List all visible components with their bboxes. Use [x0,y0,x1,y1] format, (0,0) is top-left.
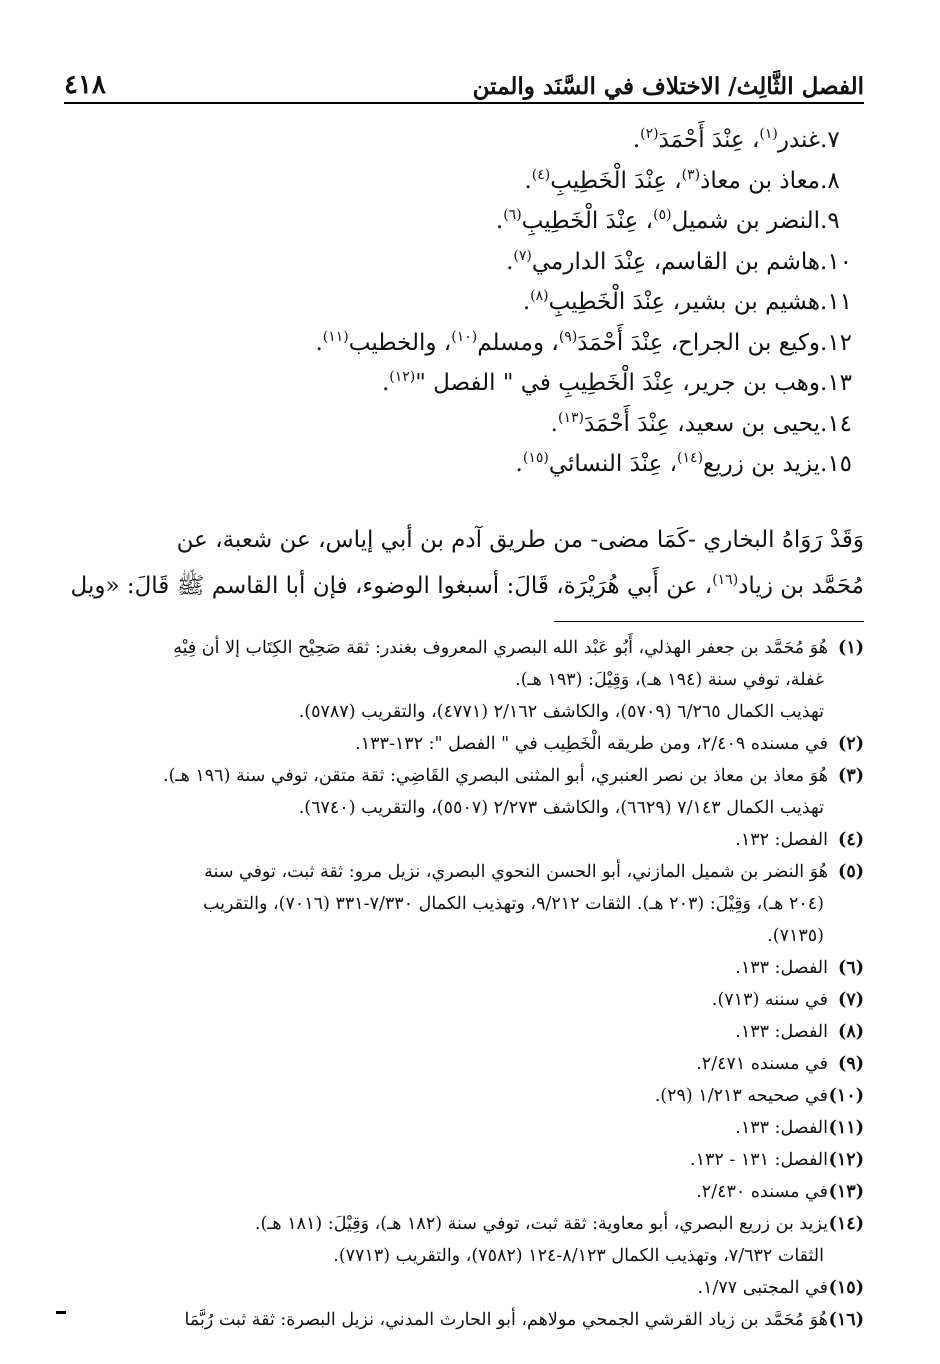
body-paragraph [64,520,864,606]
footnote [64,1176,864,1208]
footnote-number: (١٦) [828,1310,864,1330]
footnote-text: هُوَ مُحَمَّد بن زياد القرشي الجمحي مولاهم، أبو الحارث المدني، نزيل البصرة: ثقة ثبت رُبَّمَا [184,1310,828,1330]
footnote-ref: (١٠) [451,328,478,345]
narrator-text: هاشم بن القاسم، عِنْدَ الدارمي [531,248,820,275]
chapter-title: الفصل الثَّالِث/ الاختلاف في السَّنَد والمتن [472,73,864,100]
narrator-text: ، ومسلم [477,329,559,356]
narrator-number: ٩. [820,208,840,234]
footnote-number: (٤) [838,830,864,850]
footnote-text: في صحيحه ١/٢١٣ (٢٩). [654,1086,828,1106]
narrator-number: ١٣. [820,370,853,396]
narrator-item [64,357,864,398]
footnote-ref: (٢) [640,126,659,142]
footnote-text: تهذيب الكمال ٦/٢٦٥ (٥٧٠٩)، والكاشف ٢/١٦٢ (٤٧٧١)، والتقريب (٥٧٨٧). [298,702,824,722]
footnote [64,728,864,760]
narrator-text: . [315,329,323,356]
footnote-number: (٦) [838,958,864,978]
narrator-number: ١٠. [820,248,853,275]
footnote-ref: (٧) [513,247,532,264]
footnote-ref: (١٤) [677,450,704,466]
narrator-text: ، عِنْدَ الْخَطِيبِ [550,167,682,194]
narrator-text: . [522,289,531,315]
footnote-number: (١٢) [828,1150,864,1170]
footnote [64,1272,864,1304]
footnote [64,760,864,824]
narrator-text: وكيع بن الجراح، عِنْدَ أَحْمَدَ [577,329,820,356]
narrator-item [64,236,864,277]
narrator-number: ١٤. [820,410,853,437]
footnote [64,856,864,952]
narrator-text: ، عِنْدَ الْخَطِيبِ [521,208,654,234]
body-line-2-end: ، عن أَبي هُرَيْرَة، قَالَ: أسبغوا الوضوء، فإن أبا القاسم ﷺ قَالَ: «ويل [70,573,713,599]
footnote [64,1304,864,1336]
footnote [64,1144,864,1176]
narrator-text: . [506,248,514,275]
footnote-ref: (٩) [558,328,578,345]
footnote-text: (٢٠٤ هـ)، وَقِيْلَ: (٢٠٣ هـ). الثقات ٩/٢١٢، وتهذيب الكمال ٧/٣٣٠-٣٣١ (٧٠١٦)، والتقريب [202,894,824,914]
footnote-text: هُوَ النضر بن شميل المازني، أبو الحسن النحوي البصري، نزيل مرو: ثقة ثبت، توفي سنة [204,862,828,882]
footnote-text: يزيد بن زريع البصري، أبو معاوية: ثقة ثبت، توفي سنة (١٨٢ هـ)، وَقِيْلَ: (١٨١ هـ). [254,1214,828,1234]
footnote [64,984,864,1016]
body-line-1: وَقَدْ رَوَاهُ البخاري -كَمَا مضى- من طريق آدم بن أبي إياس، عن شعبة، عن [176,527,864,553]
footnote-text: في سننه (٧١٣). [711,990,828,1010]
narrator-text: يحيى بن سعيد، عِنْدَ أَحْمَدَ [583,410,820,437]
narrator-text: النضر بن شميل [671,208,820,234]
footnote-ref: (٥) [653,207,672,223]
footnote-text: هُوَ مُحَمَّد بن جعفر الهذلي، أَبُو عَبْد الله البصري المعروف بغندر: ثقة صَحِيْح الكِتَاب إلا أن فِيْهِ [173,638,828,658]
footnote-number: (١) [838,638,864,658]
narrator-text: . [495,208,504,234]
footnote [64,1016,864,1048]
narrator-text: غندر [777,127,820,153]
narrator-item [64,317,864,358]
narrator-item [64,398,864,439]
footnote [64,632,864,728]
footnote-number: (١٥) [828,1278,864,1298]
narrator-number: ٨. [820,167,840,194]
narrator-number: ١٢. [820,329,853,356]
footnote-ref: (١٥) [522,450,549,466]
continuation-dash [56,1311,66,1314]
footnote [64,1048,864,1080]
footnote-text: في مسنده ٢/٤٧١. [696,1054,828,1074]
narrator-text: معاذ بن معاذ [700,167,820,194]
narrator-item [64,276,864,317]
footnote-ref: (١٦) [712,572,739,588]
footnote-ref: (١٣) [557,409,584,426]
narrator-text: . [550,410,558,437]
footnote-text: (٧١٣٥). [767,926,824,946]
body-line-2 [64,560,864,606]
footnote-number: (١٣) [828,1182,864,1202]
footnote-number: (٢) [838,734,864,754]
footnote-text: الفصل: ١٣٢. [735,830,828,850]
footnote-ref: (١٢) [389,369,416,385]
footnote-text: تهذيب الكمال ٧/١٤٣ (٦٦٢٩)، والكاشف ٢/٢٧٣ (٥٥٠٧)، والتقريب (٦٧٤٠). [298,798,824,818]
footnote-number: (١٠) [828,1086,864,1106]
narrator-list [64,114,864,479]
narrator-text: هشيم بن بشير، عِنْدَ الْخَطِيبِ [548,289,820,315]
footnote [64,1080,864,1112]
narrator-number: ١١. [820,289,853,315]
footnote-separator [554,621,864,622]
narrator-text: ، عِنْدَ أَحْمَدَ [658,127,760,153]
body-line-2-start: مُحَمَّد بن زياد [738,573,864,599]
footnote-ref: (١) [759,126,778,142]
narrator-item [64,114,864,155]
running-head [64,60,864,104]
footnote-number: (٣) [838,766,864,786]
narrator-text: ، والخطيب [348,329,452,356]
footnote-number: (٨) [838,1022,864,1042]
footnote-ref: (٦) [503,207,522,223]
footnote-list [64,632,864,1336]
footnote-ref: (٤) [531,166,551,183]
narrator-text: . [632,127,641,153]
narrator-item [64,438,864,479]
footnote-number: (٥) [838,862,864,882]
footnote-text: في مسنده ٢/٤٣٠. [696,1182,828,1202]
footnote-text: الثقات ٧/٦٣٢، وتهذيب الكمال ٨/١٢٣-١٢٤ (٧٥٨٢)، والتقريب (٧٧١٣). [333,1246,824,1266]
page-number: ٤١٨ [64,70,106,100]
footnote-text: غفلة، توفي سنة (١٩٤ هـ)، وَقِيْلَ: (١٩٣ هـ). [515,670,824,690]
footnote-number: (٧) [838,990,864,1010]
footnote-ref: (٨) [530,288,549,304]
footnote [64,1208,864,1272]
narrator-text: . [515,451,523,477]
footnote-ref: (٣) [681,166,701,183]
narrator-text: يزيد بن زريع [703,451,820,477]
narrator-text: وهب بن جرير، عِنْدَ الْخَطِيبِ في " الفصل " [415,370,820,396]
footnote-number: (٩) [838,1054,864,1074]
footnote [64,1112,864,1144]
book-page [64,50,864,1340]
footnote [64,824,864,856]
narrator-text: ، عِنْدَ النسائي [548,451,678,477]
footnote-text: الفصل: ١٣١ - ١٣٢. [690,1150,828,1170]
footnote-text: الفصل: ١٣٣. [735,1118,828,1138]
narrator-number: ١٥. [820,451,853,477]
footnote-text: الفصل: ١٣٣. [735,958,828,978]
footnote-text: الفصل: ١٣٣. [735,1022,828,1042]
narrator-item [64,195,864,236]
footnote-number: (١١) [828,1118,864,1138]
narrator-text: . [524,167,532,194]
footnote-ref: (١١) [322,328,349,345]
narrator-number: ٧. [820,127,840,153]
footnote-text: في مسنده ٢/٤٠٩، ومن طريقه الْخَطِيب في " الفصل ": ١٣٢-١٣٣. [355,734,828,754]
footnote-number: (١٤) [828,1214,864,1234]
footnote-text: في المجتبى ١/٧٧. [697,1278,828,1298]
narrator-item [64,155,864,196]
footnote [64,952,864,984]
narrator-text: . [381,370,390,396]
footnote-text: هُوَ معاذ بن معاذ بن نصر العنبري، أبو المثنى البصري القَاضِي: ثقة متقن، توفي سنة (١٩٦ هـ). [163,766,828,786]
